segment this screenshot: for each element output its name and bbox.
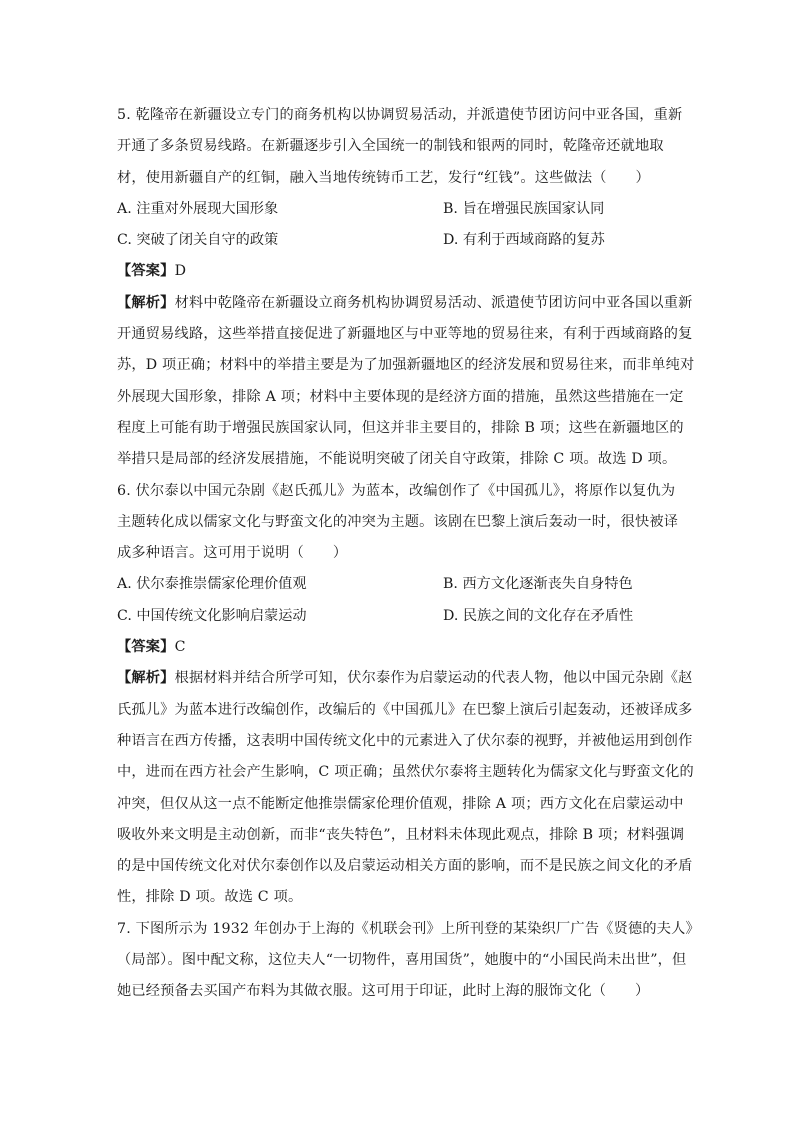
question-6-option-d: D. 民族之间的文化存在矛盾性: [443, 607, 634, 624]
question-5-analysis-line: 程度上可能有助于增强民族国家认同，但这并非主要目的，排除 B 项；这些在新疆地区的: [117, 419, 684, 436]
question-5-option-b: B. 旨在增强民族国家认同: [443, 200, 605, 217]
question-5-analysis-line: 苏，D 项正确；材料中的举措主要是为了加强新疆地区的经济发展和贸易往来，而非单纯对: [117, 357, 695, 374]
question-6-analysis-line: 种语言在西方传播，这表明中国传统文化中的元素进入了伏尔泰的视野，并被他运用到创作: [117, 732, 693, 749]
question-6-stem-line: 主题转化成以儒家文化与野蛮文化的冲突为主题。该剧在巴黎上演后轰动一时，很快被译: [117, 513, 679, 530]
question-7-stem-line: （局部）。图中配文称，这位夫人“一切物件，喜用国货”，她腹中的“小国民尚未出世”，但: [117, 952, 687, 969]
question-5-stem-line: 材，使用新疆自产的红铜，融入当地传统铸币工艺，发行“红钱”。这些做法（ ）: [117, 169, 650, 186]
question-6-options-row-1: [117, 569, 677, 600]
answer-label: 【答案】: [117, 639, 175, 656]
question-6-analysis-line: 性，排除 D 项。故选 C 项。: [117, 889, 303, 906]
question-5-analysis-line: 开通贸易线路，这些举措直接促进了新疆地区与中亚等地的贸易往来，有利于西域商路的复: [117, 326, 693, 343]
question-5-options-row-1: [117, 194, 677, 225]
analysis-text: 根据材料并结合所学可知，伏尔泰作为启蒙运动的代表人物，他以中国元杂剧《赵: [174, 670, 693, 687]
analysis-label: 【解析】: [117, 670, 175, 687]
question-5-analysis-line: 举措只是局部的经济发展措施，不能说明突破了闭关自守政策，排除 C 项。故选 D 项。: [117, 451, 677, 468]
question-6-stem-line: 成多种语言。这可用于说明（ ）: [117, 545, 348, 562]
question-6-analysis-line: 吸收外来文明是主动创新，而非“丧失特色”，且材料未体现此观点，排除 B 项；材料强调: [117, 826, 685, 843]
question-5-options-row-2: [117, 225, 677, 256]
question-7: [117, 914, 700, 1008]
question-6-options-row-2: [117, 601, 677, 632]
question-5-stem-line: 5. 乾隆帝在新疆设立专门的商务机构以协调贸易活动，并派遣使节团访问中亚各国，重新: [117, 107, 683, 123]
analysis-text: 材料中乾隆帝在新疆设立商务机构协调贸易活动、派遣使节团访问中亚各国以重新: [174, 294, 693, 311]
question-6-option-a: A. 伏尔泰推崇儒家伦理价值观: [117, 576, 307, 593]
question-5-option-a: A. 注重对外展现大国形象: [117, 200, 279, 217]
answer-label: 【答案】: [117, 263, 175, 280]
question-6-analysis-line: 中，进而在西方社会产生影响，C 项正确；虽然伏尔泰将主题转化为儒家文化与野蛮文化的: [117, 764, 694, 781]
analysis-label: 【解析】: [117, 294, 175, 311]
question-5-option-c: C. 突破了闭关自守的政策: [117, 232, 279, 249]
question-6-answer: [117, 632, 677, 663]
question-6: [117, 476, 694, 914]
question-6-analysis-line: 氏孤儿》为蓝本进行改编创作，改编后的《中国孤儿》在巴黎上演后引起轰动，还被译成多: [117, 701, 693, 718]
question-7-stem-line: 她已经预备去买国产布料为其做衣服。这可用于印证，此时上海的服饰文化（ ）: [117, 983, 650, 1000]
answer-value: D: [174, 263, 187, 280]
answer-value: C: [174, 639, 186, 656]
question-6-analysis-line: 冲突，但仅从这一点不能断定他推崇儒家伦理价值观，排除 A 项；西方文化在启蒙运动中: [117, 795, 684, 812]
question-5-option-d: D. 有利于西域商路的复苏: [443, 232, 605, 249]
question-5-stem-line: 开通了多条贸易线路。在新疆逐步引入全国统一的制钱和银两的同时，乾隆帝还就地取: [117, 138, 664, 155]
question-7-stem-line: 7. 下图所示为 1932 年创办于上海的《机联会刊》上所刊登的某染织厂广告《贤德的夫人》: [117, 920, 700, 937]
question-5-analysis-line: [117, 288, 693, 319]
question-6-option-b: B. 西方文化逐渐丧失自身特色: [443, 576, 633, 593]
question-6-option-c: C. 中国传统文化影响启蒙运动: [117, 607, 307, 624]
exam-page: [117, 100, 700, 1008]
question-6-analysis-line: [117, 663, 693, 694]
question-5-answer: [117, 256, 677, 287]
question-6-stem-line: 6. 伏尔泰以中国元杂剧《赵氏孤儿》为蓝本，改编创作了《中国孤儿》，将原作以复仇为: [117, 482, 676, 499]
question-6-analysis-line: 的是中国传统文化对伏尔泰创作以及启蒙运动相关方面的影响，而不是民族之间文化的矛盾: [117, 858, 693, 875]
question-5-analysis-line: 外展现大国形象，排除 A 项；材料中主要体现的是经济方面的措施，虽然这些措施在一定: [117, 388, 684, 405]
question-5: [117, 100, 695, 476]
